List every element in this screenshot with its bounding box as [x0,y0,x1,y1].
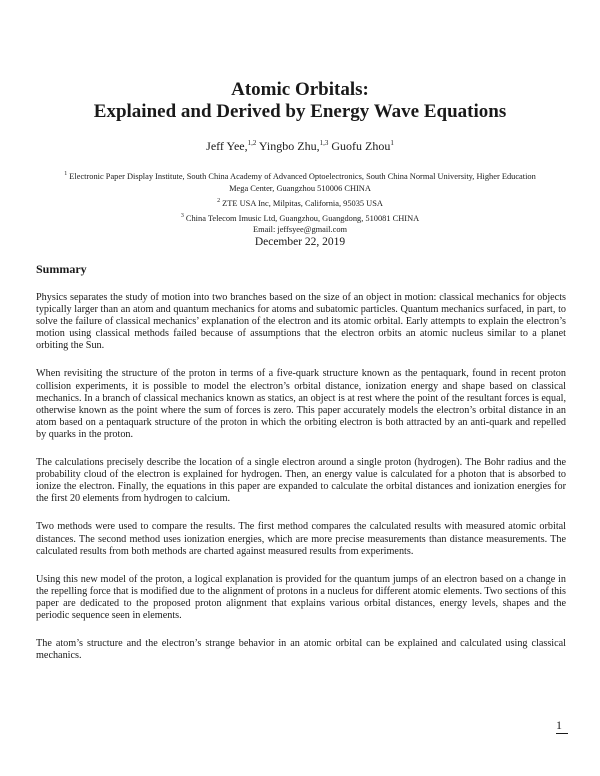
author-affiliation-marker: 1,2 [247,139,257,147]
author-affiliation-marker: 1,3 [319,139,329,147]
section-heading-summary: Summary [36,262,87,276]
summary-paragraph-5: Using this new model of the proton, a logical explanation is provided for the quantum jumps of an electron based on a change in the repelling force that is modified due to the alignment of protons in a nucleus for different atomic elements. Two sections of this paper are dedicated to the proposed proton alignment that explains various orbital distances, energy levels, shapes and the periodic sequence seen in elements. [36,573,566,621]
publication-date: December 22, 2019 [254,236,346,248]
contact-email: Email: jeffsyee@gmail.com [252,225,348,235]
affiliation-3: $^3$ China Telecom Imusic Ltd, Guangzhou, Guangdong, 510081 CHINA [180,212,420,223]
author-list [0,139,600,154]
summary-paragraph-2: When revisiting the structure of the proton in terms of a five-quark structure known as the pentaquark, found in recent proton collision experiments, it is possible to model the electron’s orbital distance, ionization energy and shape based on classical mechanics. In a branch of classical mechanics known as statics, an object is at rest where the point of the resultant forces is equal, otherwise known as the point where the sum of forces is zero. This paper accurately models the electron’s orbital distance in an atom based on a pentaquark structure of the proton in which the orbiting electron is both attracted by an anti-quark and repelled by quarks in the proton. [36,368,566,440]
summary-paragraph-3: The calculations precisely describe the location of a single electron around a single proton (hydrogen). The Bohr radius and the probability cloud of the electron is explained for hydrogen. Then, an energy value is calculated for a photon that is absorbed to ionize the electron. Finally, the equations in this paper are expanded to calculate the orbital distances and ionization energies for the first 20 elements from hydrogen to calcium. [36,457,566,505]
author-name: Guofu Zhou [331,139,391,153]
author-name: Jeff Yee, [206,139,248,153]
summary-body [36,292,566,678]
paper-title [0,79,600,123]
summary-paragraph-4: Two methods were used to compare the results. The first method compares the calculated results with measured atomic orbital distances. The second method uses ionization energies, which are more precise measurements than distance measurements. The calculated results from both methods are charted against measured results from experiments. [36,521,566,557]
affiliation-1: $^1$ Electronic Paper Display Institute, South China Academy of Advanced Optoelectronics, South China Normal University, Higher Education Mega Center, Guangzhou 510006 CHINA [64,171,536,193]
author-name: Yingbo Zhu, [258,139,320,153]
title-line-1: Atomic Orbitals: [231,79,369,100]
author-affiliation-marker: 1 [390,139,394,147]
title-line-2: Explained and Derived by Energy Wave Equations [93,101,507,122]
summary-paragraph-6: The atom’s structure and the electron’s strange behavior in an atomic orbital can be explained and calculated using classical mechanics. [36,638,566,662]
affiliation-2: $^2$ ZTE USA Inc, Milpitas, California, 95035 USA [217,197,383,208]
page-number: 1 [556,718,562,732]
page-number-rule [556,733,568,734]
summary-paragraph-1: Physics separates the study of motion into two branches based on the size of an object in motion: classical mechanics for objects typically larger than an atom and quantum mechanics for atoms and subatomic particles. Quantum mechanics surfaced, in part, to solve the failure of classical mechanics’ explanation of the electron and its atomic orbital. Early attempts to explain the electron’s motion using classical methods failed because of assumptions that the electron orbits an atomic nucleus similar to a planet orbiting the Sun. [36,292,566,352]
affiliations [60,168,540,236]
